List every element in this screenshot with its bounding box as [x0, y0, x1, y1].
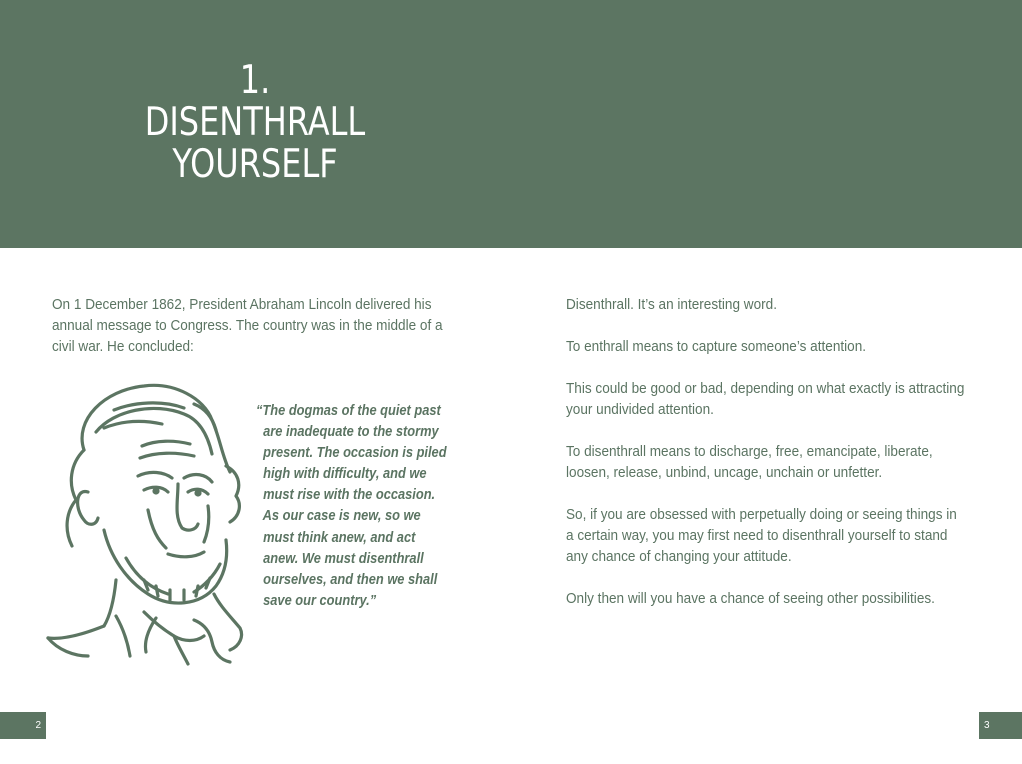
chapter-banner — [0, 0, 1022, 248]
intro-paragraph — [52, 295, 472, 358]
paragraph-line: loosen, release, unbind, uncage, unchain or unfetter. — [566, 465, 883, 481]
paragraph-line: So, if you are obsessed with perpetually doing or seeing things in — [566, 507, 957, 523]
page-number-left-label: 2 — [35, 720, 41, 731]
quote-line: anew. We must disenthrall — [256, 550, 424, 567]
page-number-left — [0, 712, 46, 739]
page-number-right-label: 3 — [984, 720, 990, 731]
quote-line: ourselves, and then we shall — [256, 571, 438, 588]
paragraph-line: To disenthrall means to discharge, free, emancipate, liberate, — [566, 444, 933, 460]
quote-line: present. The occasion is piled — [256, 445, 447, 462]
paragraph-line: a certain way, you may first need to disenthrall yourself to stand — [566, 528, 948, 544]
chapter-title-line-1: DISENTHRALL — [144, 100, 366, 145]
quote-line: As our case is new, so we — [256, 508, 421, 525]
paragraph-line: To enthrall means to capture someone’s attention. — [566, 339, 867, 355]
paragraph-line: Only then will you have a chance of seeing other possibilities. — [566, 591, 935, 607]
paragraph-line: Disenthrall. It’s an interesting word. — [566, 297, 777, 313]
chapter-number: 1. — [239, 58, 271, 103]
quote-line: high with difficulty, and we — [256, 466, 427, 483]
paragraph — [566, 589, 996, 610]
quote-line: are inadequate to the stormy — [256, 424, 439, 441]
intro-line: On 1 December 1862, President Abraham Lincoln delivered his — [52, 297, 432, 313]
paragraph-line: your undivided attention. — [566, 402, 714, 418]
lincoln-quote — [256, 401, 486, 612]
paragraph-line: any chance of changing your attitude. — [566, 549, 792, 565]
paragraph-line: This could be good or bad, depending on what exactly is attracting — [566, 381, 965, 397]
chapter-title-line-2: YOURSELF — [172, 142, 338, 187]
quote-line: must think anew, and act — [256, 529, 416, 546]
paragraph — [566, 337, 996, 358]
quote-line: “The dogmas of the quiet past — [256, 403, 441, 419]
right-column — [566, 295, 996, 631]
quote-line: save our country.” — [256, 592, 377, 609]
lincoln-portrait-icon — [44, 380, 248, 668]
chapter-title — [120, 60, 390, 186]
paragraph — [566, 295, 996, 316]
paragraph — [566, 505, 996, 568]
intro-line: annual message to Congress. The country was in the middle of a — [52, 318, 443, 334]
intro-line: civil war. He concluded: — [52, 339, 194, 355]
paragraph — [566, 379, 996, 421]
quote-line: must rise with the occasion. — [256, 487, 436, 504]
page-number-right — [979, 712, 1022, 739]
paragraph — [566, 442, 996, 484]
